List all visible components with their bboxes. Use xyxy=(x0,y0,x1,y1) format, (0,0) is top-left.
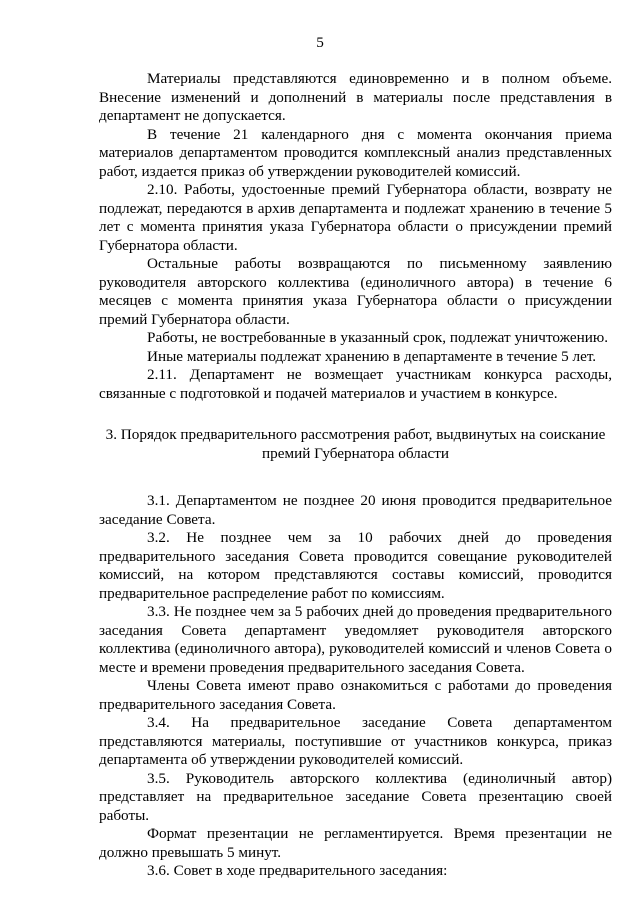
page-number: 5 xyxy=(316,34,324,51)
paragraph-works-returned: Остальные работы возвращаются по письменному заявлению руководителя авторского коллектива (единоличного автора) в течение 6 месяцев с момента принятия указа Губернатора области о присуждении премий Губернатора области. xyxy=(99,255,612,328)
paragraph-2-11: 2.11. Департамент не возмещает участникам конкурса расходы, связанные с подготовкой и подачей материалов и участием в конкурсе. xyxy=(99,366,612,402)
section-heading: 3. Порядок предварительного рассмотрения работ, выдвинутых на соискание премий Губернатора области xyxy=(105,426,606,462)
spacer xyxy=(99,403,612,426)
paragraph-presentation-format: Формат презентации не регламентируется. Время презентации не должно превышать 5 минут. xyxy=(99,825,612,861)
paragraph-3-1: 3.1. Департаментом не позднее 20 июня проводится предварительное заседание Совета. xyxy=(99,492,612,528)
paragraph-materials-submission: Материалы представляются единовременно и в полном объеме. Внесение изменений и дополнений в материалы после представления в департамент не допускается. xyxy=(99,70,612,124)
spacer xyxy=(99,463,612,492)
paragraph-unclaimed-works: Работы, не востребованные в указанный срок, подлежат уничтожению. xyxy=(147,329,609,346)
paragraph-3-4: 3.4. На предварительное заседание Совета департаментом представляются материалы, поступившие от участников конкурса, приказ департамента об утверждении руководителей комиссий. xyxy=(99,714,612,768)
paragraph-3-6: 3.6. Совет в ходе предварительного заседания: xyxy=(147,862,448,879)
paragraph-3-3: 3.3. Не позднее чем за 5 рабочих дней до проведения предварительного заседания Совета департамент уведомляет руководителя авторского коллектива (единоличного автора), руководителей комиссий и членов Совета о месте и времени проведения предварительного заседания Совета. xyxy=(99,603,612,676)
paragraph-3-5: 3.5. Руководитель авторского коллектива (единоличный автор) представляет на предварительное заседание Совета презентацию своей работы. xyxy=(99,769,612,824)
paragraph-3-2: 3.2. Не позднее чем за 10 рабочих дней до проведения предварительного заседания Совета проводится совещание руководителей комиссий, на котором представляются составы комиссий, проводится предварительное распределение работ по комиссиям. xyxy=(99,529,612,602)
paragraph-2-10: 2.10. Работы, удостоенные премий Губернатора области, возврату не подлежат, передаются в архив департамента и подлежат хранению в течение 5 лет с момента принятия указа Губернатора области о присуждении премий Губернатора области. xyxy=(99,181,612,254)
paragraph-analysis-period: В течение 21 календарного дня с момента окончания приема материалов департаментом проводится комплексный анализ представленных работ, издается приказ об утверждении руководителей комиссий. xyxy=(99,125,612,180)
paragraph-council-members: Члены Совета имеют право ознакомиться с работами до проведения предварительного заседания Совета. xyxy=(99,677,612,713)
document-body xyxy=(99,70,612,881)
paragraph-other-materials: Иные материалы подлежат хранению в департаменте в течение 5 лет. xyxy=(147,347,597,365)
